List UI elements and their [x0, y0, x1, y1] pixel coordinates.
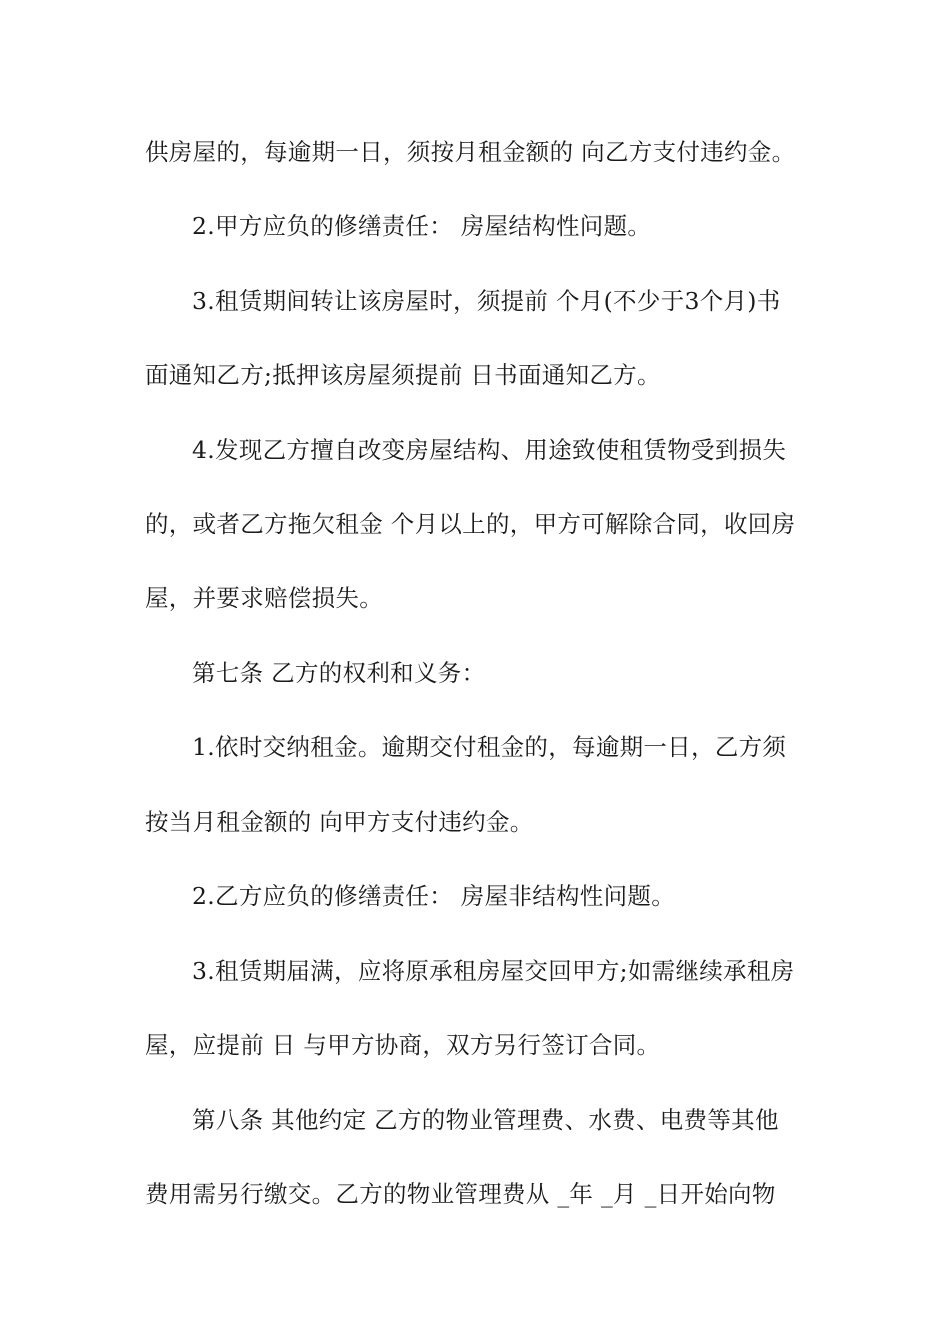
paragraph-line: 1.依时交纳租金。逾期交付租金的，每逾期一日，乙方须 [192, 733, 787, 761]
paragraph-line: 屋，应提前 日 与甲方协商，双方另行签订合同。 [145, 1031, 661, 1059]
paragraph-line: 3.租赁期届满，应将原承租房屋交回甲方;如需继续承租房 [192, 957, 795, 985]
paragraph-line: 按当月租金额的 向甲方支付违约金。 [145, 808, 534, 836]
paragraph-line: 面通知乙方;抵押该房屋须提前 日书面通知乙方。 [145, 361, 661, 389]
section-heading: 第七条 乙方的权利和义务： [192, 659, 486, 687]
paragraph-line: 2.乙方应负的修缮责任： 房屋非结构性问题。 [192, 882, 675, 910]
paragraph-line: 供房屋的，每逾期一日，须按月租金额的 向乙方支付违约金。 [145, 138, 796, 166]
paragraph-line: 屋，并要求赔偿损失。 [145, 584, 383, 612]
section-heading: 第八条 其他约定 乙方的物业管理费、水费、电费等其他 [192, 1106, 779, 1134]
paragraph-line: 3.租赁期间转让该房屋时，须提前 个月(不少于3个月)书 [192, 287, 781, 315]
paragraph-line: 4.发现乙方擅自改变房屋结构、用途致使租赁物受到损失 [192, 436, 787, 464]
paragraph-line: 费用需另行缴交。乙方的物业管理费从 _年 _月 _日开始向物 [145, 1180, 776, 1208]
paragraph-line: 的，或者乙方拖欠租金 个月以上的，甲方可解除合同，收回房 [145, 510, 796, 538]
paragraph-line: 2.甲方应负的修缮责任： 房屋结构性问题。 [192, 212, 652, 240]
